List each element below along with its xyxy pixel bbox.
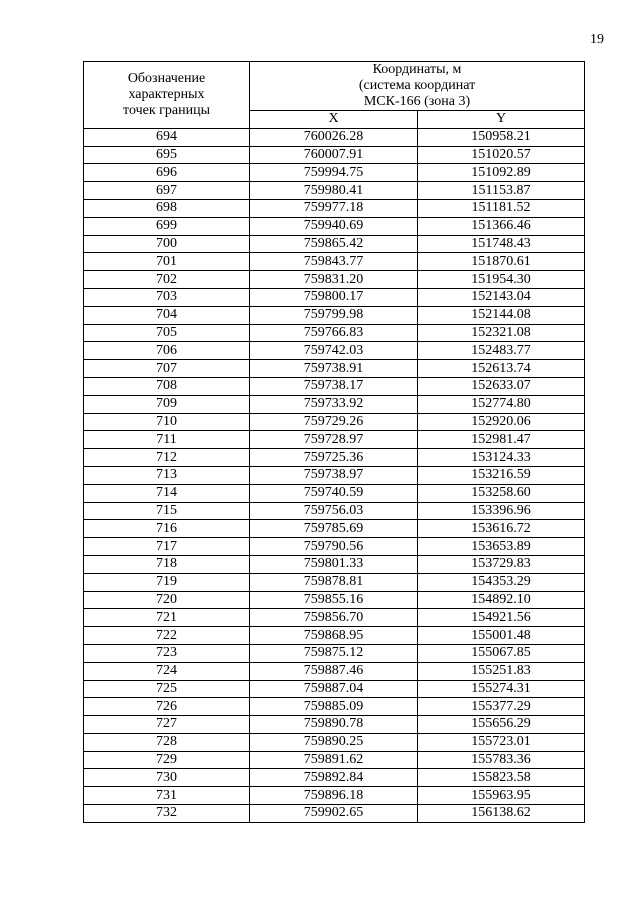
cell-y: 153258.60: [418, 484, 585, 502]
cell-point: 705: [84, 324, 250, 342]
table-row: [84, 502, 585, 520]
cell-y: 155783.36: [418, 751, 585, 769]
cell-x: 760026.28: [250, 128, 418, 146]
cell-x: 759725.36: [250, 449, 418, 467]
table-row: [84, 573, 585, 591]
header-point-line: Обозначение: [127, 70, 206, 86]
cell-point: 730: [84, 769, 250, 787]
table-row: [84, 484, 585, 502]
cell-point: 699: [84, 217, 250, 235]
table-row: [84, 644, 585, 662]
cell-x: 759766.83: [250, 324, 418, 342]
table-row: [84, 591, 585, 609]
cell-point: 728: [84, 733, 250, 751]
header-point-line: характерных: [128, 86, 205, 102]
header-x: X: [250, 111, 418, 129]
cell-point: 706: [84, 342, 250, 360]
cell-x: 759887.04: [250, 680, 418, 698]
cell-x: 759756.03: [250, 502, 418, 520]
cell-point: 695: [84, 146, 250, 164]
table-row: [84, 377, 585, 395]
header-coords-line: МСК-166 (зона 3): [363, 94, 471, 109]
table-row: [84, 698, 585, 716]
table-row: [84, 609, 585, 627]
cell-x: 759733.92: [250, 395, 418, 413]
cell-y: 156138.62: [418, 805, 585, 823]
cell-y: 151870.61: [418, 253, 585, 271]
cell-y: 152321.08: [418, 324, 585, 342]
table-header: [84, 62, 585, 129]
cell-point: 696: [84, 164, 250, 182]
table-row: [84, 164, 585, 182]
cell-y: 153124.33: [418, 449, 585, 467]
table-row: [84, 662, 585, 680]
cell-point: 720: [84, 591, 250, 609]
cell-y: 152613.74: [418, 360, 585, 378]
cell-y: 151366.46: [418, 217, 585, 235]
cell-x: 759729.26: [250, 413, 418, 431]
cell-x: 759728.97: [250, 431, 418, 449]
cell-point: 697: [84, 182, 250, 200]
table-row: [84, 769, 585, 787]
cell-point: 717: [84, 538, 250, 556]
table-row: [84, 431, 585, 449]
table-row: [84, 555, 585, 573]
cell-point: 704: [84, 306, 250, 324]
cell-y: 155823.58: [418, 769, 585, 787]
cell-x: 759801.33: [250, 555, 418, 573]
cell-point: 700: [84, 235, 250, 253]
cell-x: 759800.17: [250, 288, 418, 306]
cell-point: 713: [84, 466, 250, 484]
cell-y: 153729.83: [418, 555, 585, 573]
cell-point: 709: [84, 395, 250, 413]
cell-x: 759994.75: [250, 164, 418, 182]
cell-x: 759892.84: [250, 769, 418, 787]
cell-y: 154921.56: [418, 609, 585, 627]
cell-point: 727: [84, 716, 250, 734]
header-coords-line: (система координат: [358, 78, 476, 93]
cell-x: 759790.56: [250, 538, 418, 556]
cell-point: 731: [84, 787, 250, 805]
cell-point: 711: [84, 431, 250, 449]
cell-y: 155963.95: [418, 787, 585, 805]
cell-x: 759738.97: [250, 466, 418, 484]
cell-y: 150958.21: [418, 128, 585, 146]
cell-x: 759887.46: [250, 662, 418, 680]
cell-y: 152144.08: [418, 306, 585, 324]
cell-point: 718: [84, 555, 250, 573]
cell-x: 759878.81: [250, 573, 418, 591]
cell-y: 155377.29: [418, 698, 585, 716]
cell-x: 759865.42: [250, 235, 418, 253]
cell-x: 759785.69: [250, 520, 418, 538]
cell-x: 759855.16: [250, 591, 418, 609]
cell-y: 151181.52: [418, 199, 585, 217]
cell-point: 722: [84, 627, 250, 645]
cell-y: 155001.48: [418, 627, 585, 645]
cell-point: 716: [84, 520, 250, 538]
cell-x: 759940.69: [250, 217, 418, 235]
cell-point: 702: [84, 271, 250, 289]
coordinates-table: [83, 61, 585, 823]
table-row: [84, 805, 585, 823]
header-point-designation: [84, 62, 250, 129]
table-row: [84, 235, 585, 253]
cell-x: 759868.95: [250, 627, 418, 645]
cell-x: 759740.59: [250, 484, 418, 502]
cell-point: 698: [84, 199, 250, 217]
table-row: [84, 413, 585, 431]
table-row: [84, 271, 585, 289]
cell-y: 152920.06: [418, 413, 585, 431]
cell-x: 759831.20: [250, 271, 418, 289]
cell-y: 153216.59: [418, 466, 585, 484]
cell-x: 759891.62: [250, 751, 418, 769]
cell-point: 714: [84, 484, 250, 502]
table-row: [84, 716, 585, 734]
cell-x: 759742.03: [250, 342, 418, 360]
cell-y: 151153.87: [418, 182, 585, 200]
cell-y: 155723.01: [418, 733, 585, 751]
header-coordinates: [250, 62, 585, 111]
cell-point: 725: [84, 680, 250, 698]
table-row: [84, 787, 585, 805]
cell-x: 759896.18: [250, 787, 418, 805]
cell-x: 759885.09: [250, 698, 418, 716]
cell-y: 153653.89: [418, 538, 585, 556]
table-row: [84, 342, 585, 360]
table-row: [84, 288, 585, 306]
cell-y: 154892.10: [418, 591, 585, 609]
header-row-main: [84, 62, 585, 111]
cell-point: 729: [84, 751, 250, 769]
table-row: [84, 680, 585, 698]
cell-point: 701: [84, 253, 250, 271]
header-y: Y: [418, 111, 585, 129]
cell-point: 724: [84, 662, 250, 680]
cell-x: 759890.78: [250, 716, 418, 734]
cell-point: 732: [84, 805, 250, 823]
cell-x: 760007.91: [250, 146, 418, 164]
table-row: [84, 146, 585, 164]
cell-x: 759843.77: [250, 253, 418, 271]
table-row: [84, 449, 585, 467]
table-row: [84, 199, 585, 217]
page-number: 19: [590, 32, 604, 47]
table-row: [84, 217, 585, 235]
table-row: [84, 324, 585, 342]
cell-point: 703: [84, 288, 250, 306]
cell-y: 155067.85: [418, 644, 585, 662]
cell-point: 694: [84, 128, 250, 146]
cell-x: 759980.41: [250, 182, 418, 200]
table-row: [84, 306, 585, 324]
table-row: [84, 182, 585, 200]
cell-point: 726: [84, 698, 250, 716]
cell-x: 759856.70: [250, 609, 418, 627]
table-row: [84, 520, 585, 538]
cell-y: 155251.83: [418, 662, 585, 680]
cell-y: 153396.96: [418, 502, 585, 520]
cell-point: 710: [84, 413, 250, 431]
header-coords-line: Координаты, м: [372, 62, 462, 77]
cell-point: 712: [84, 449, 250, 467]
cell-y: 152774.80: [418, 395, 585, 413]
table-row: [84, 128, 585, 146]
cell-x: 759799.98: [250, 306, 418, 324]
cell-y: 151954.30: [418, 271, 585, 289]
header-point-line: точек границы: [123, 102, 210, 118]
table-row: [84, 751, 585, 769]
cell-y: 153616.72: [418, 520, 585, 538]
cell-x: 759890.25: [250, 733, 418, 751]
cell-point: 721: [84, 609, 250, 627]
cell-x: 759738.17: [250, 377, 418, 395]
table-row: [84, 360, 585, 378]
table-row: [84, 538, 585, 556]
table-row: [84, 253, 585, 271]
cell-y: 152633.07: [418, 377, 585, 395]
table-row: [84, 627, 585, 645]
cell-point: 708: [84, 377, 250, 395]
cell-x: 759875.12: [250, 644, 418, 662]
cell-point: 723: [84, 644, 250, 662]
table-row: [84, 466, 585, 484]
cell-point: 719: [84, 573, 250, 591]
cell-point: 715: [84, 502, 250, 520]
cell-y: 151020.57: [418, 146, 585, 164]
cell-y: 152483.77: [418, 342, 585, 360]
cell-y: 151748.43: [418, 235, 585, 253]
cell-x: 759902.65: [250, 805, 418, 823]
cell-y: 151092.89: [418, 164, 585, 182]
table-row: [84, 395, 585, 413]
cell-y: 155274.31: [418, 680, 585, 698]
table-row: [84, 733, 585, 751]
cell-y: 155656.29: [418, 716, 585, 734]
cell-y: 152981.47: [418, 431, 585, 449]
cell-y: 154353.29: [418, 573, 585, 591]
cell-x: 759738.91: [250, 360, 418, 378]
table-body: [84, 128, 585, 822]
cell-y: 152143.04: [418, 288, 585, 306]
cell-x: 759977.18: [250, 199, 418, 217]
cell-point: 707: [84, 360, 250, 378]
